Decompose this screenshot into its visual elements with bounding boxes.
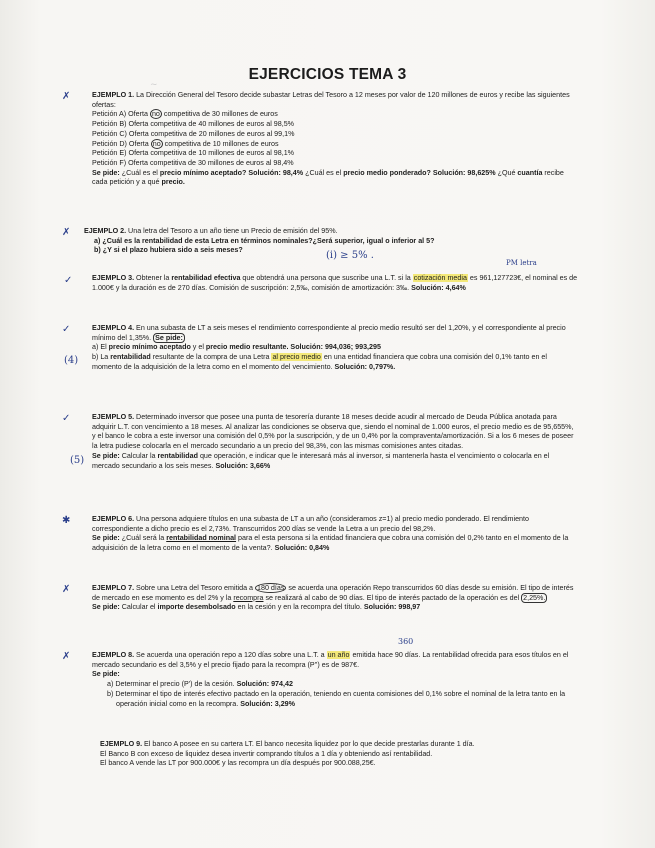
exercise-7-label: EJEMPLO 7. (92, 584, 135, 592)
check-mark-icon: ✓ (62, 324, 71, 335)
check-mark-icon: ✓ (62, 413, 71, 424)
exercise-4-solution: Solución: 0,797%. (334, 362, 396, 371)
exercise-6-text: Una persona adquiere títulos en una subasta de LT a un año (consideramos z=1) al precio medio ponderado. El rendimiento correspondiente a dicho precio es el 2,73%. Transcurridos 200 días se vende la Letra a un precio del 98,2%. (92, 515, 529, 533)
exercise-7: EJEMPLO 7. Sobre una Letra del Tesoro emitida a 180 días se acuerda una operación Repo transcurridos 60 días desde su emisión. El tipo de interés de mercado en ese momento es del 2% y la recompra se realizará al cabo de 90 días. El tipo de interés pactado de la operación es del 2,25%. Se pide: Calcular el importe desembolsado en la cesión y en la recompra del título. Solución: 998,97 (92, 584, 574, 612)
exercise-5-text: Determinado inversor que posee una punta de tesorería durante 18 meses decide acudir al mercado de Deuda Pública anotada para adquirir L.T. con vencimiento a 18 meses. Al analizar las condiciones se observa que, siendo el nominal de 1.000 euros, el precio medio es de 95,655%, y el banco le cobra a este inversor una comisión del 0,5% por la suscripción, y de un 0,4% por la compraventa/amortización. Si a los 6 meses de poseer la letra pudiese colocarla en el mercado secundario a un precio del 98,3%, con las mismas comisiones antes citadas. (92, 413, 574, 451)
exercise-2-label: EJEMPLO 2. (84, 227, 127, 235)
exercise-5: EJEMPLO 5. Determinado inversor que posee una punta de tesorería durante 18 meses decide acudir al mercado de Deuda Pública anotada para adquirir L.T. con vencimiento a 18 meses. Al analizar las condiciones se observa que, siendo el nominal de 1.000 euros, el precio medio es de 95,655%, y el banco le cobra a este inversor una comisión del 0,5% por la suscripción, y de un 0,4% por la compraventa/amortización. Si a los 6 meses de poseer la letra pudiese colocarla en el mercado secundario a un precio del 98,3%, con las mismas comisiones antes citadas. Se pide: Calcular la rentabilidad que operación, e indicar que le interesará más al inversor, si mantenerla hasta el vencimiento o colocarla en el mercado secundario a los seis meses. Solución: 3,66% (92, 413, 574, 470)
pencil-mark-icon: ✗ (62, 227, 71, 238)
handwritten-note-ex2: (i) ≥ 5% . (326, 250, 374, 261)
exercise-3-text: Obtener la (134, 274, 172, 282)
exercise-3-label: EJEMPLO 3. (92, 274, 135, 282)
highlighted-text: cotización media (413, 274, 467, 282)
exercise-5-solution: Solución: 3,66% (215, 461, 271, 470)
exercise-9-label: EJEMPLO 9. (100, 740, 143, 748)
exercise-4-text: En una subasta de LT a seis meses el rendimiento correspondiente al precio medio resultó ser del 1,20%, y el correspondiente al precio mínimo del 1,35%. (92, 324, 566, 342)
circled-text: 180 días (257, 584, 285, 592)
star-mark-icon: ✱ (62, 515, 71, 526)
petition-f: Petición F) Oferta competitiva de 30 millones de euros al 98,4% (92, 158, 294, 167)
exercise-6: EJEMPLO 6. Una persona adquiere títulos en una subasta de LT a un año (consideramos z=1) al precio medio ponderado. El rendimiento correspondiente a dicho precio es el 2,73%. Transcurridos 200 días se vende la Letra a un precio del 98,2%. Se pide: ¿Cuál será la rentabilidad nominal para el esta persona si la entidad financiera que cobra una comisión del 0,2% tanto en el momento de la adquisición de la letra como en el momento de la venta?. Solución: 0,84% (92, 515, 569, 553)
highlight-term: rentabilidad efectiva (171, 274, 241, 282)
petition-d-text-end: competitiva de 10 millones de euros (162, 139, 279, 148)
exercise-4-label: EJEMPLO 4. (92, 324, 135, 332)
handwritten-note-ex8: 360 (398, 637, 414, 646)
petition-a-text: Petición A) Oferta (92, 110, 150, 119)
boxed-text: 2,25%. (523, 593, 546, 602)
exercise-8-solution-a: Solución: 974,42 (236, 680, 293, 689)
handwritten-note-ex4: (4) (64, 355, 79, 366)
highlighted-text: un año (327, 651, 350, 659)
exercise-3 (92, 274, 578, 293)
handwritten-note-ex3: PM letra (506, 259, 537, 267)
exercise-5-label: EJEMPLO 5. (92, 413, 135, 421)
exercise-4-ask: Se pide: (155, 333, 183, 342)
exercise-6-solution: Solución: 0,84% (274, 544, 330, 553)
exercise-1-question: Se pide: ¿Cuál es el precio mínimo aceptado? Solución: 98,4% ¿Cuál es el precio medio ponderado? Solución: 98,625% ¿Qué cuantía recibe cada petición y a qué precio. (92, 168, 564, 187)
circled-no: no (151, 110, 160, 119)
exercise-8-solution-b: Solución: 3,29% (240, 699, 295, 708)
page-title: EJERCICIOS TEMA 3 (248, 66, 407, 83)
bleed-through-mark: ~ (150, 80, 158, 90)
petition-c: Petición C) Oferta competitiva de 20 millones de euros al 99,1% (92, 129, 295, 138)
highlighted-text: al precio medio (272, 353, 321, 362)
exercise-8: EJEMPLO 8. Se acuerda una operación repo a 120 días sobre una L.T. a un año emitida hace 90 días. La rentabilidad ofrecida para esos títulos en el mercado secundario es del 3,5% y el precio fijado para la recompra (P'') es de 987€. Se pide: a) Determinar el precio (P') de la cesión. Solución: 974,42 b) Determinar el tipo de interés efectivo pactado en la operación, teniendo en cuenta comisiones del 0,1% sobre el nominal de la letra tanto en la operación inicial como en la recompra. Solución: 3,29% (92, 651, 578, 709)
exercise-2-part-a: a) ¿Cuál es la rentabilidad de esta Letra en términos nominales?¿Será superior, igual o inferior al 5? (94, 236, 435, 245)
exercise-1-intro: La Dirección General del Tesoro decide subastar Letras del Tesoro a 12 meses por valor de 120 millones de euros y recibe las siguientes ofertas: (92, 91, 570, 109)
exercise-6-label: EJEMPLO 6. (92, 515, 135, 523)
exercise-2-part-b: b) ¿Y si el plazo hubiera sido a seis meses? (94, 246, 243, 255)
petition-a-text-end: competitiva de 30 millones de euros (161, 110, 278, 119)
petition-e: Petición E) Oferta competitiva de 10 millones de euros al 98,1% (92, 149, 295, 158)
exercise-8-ask: Se pide: (92, 670, 120, 679)
exercise-2-intro: Una letra del Tesoro a un año tiene un Precio de emisión del 95%. (126, 227, 338, 235)
petition-b: Petición B) Oferta competitiva de 40 millones de euros al 98,5% (92, 120, 295, 129)
exercise-8-label: EJEMPLO 8. (92, 651, 135, 659)
exercise-9: EJEMPLO 9. El banco A posee en su cartera LT. El banco necesita liquidez por lo que decide prestarlas durante 1 día. El Banco B con exceso de liquidez desea invertir comprando títulos a 1 día y obteniendo así rentabilidad. El banco A vende las LT por 900.000€ y las recompra un día después por 900.088,25€. (100, 740, 586, 769)
exercise-9-line-2: El Banco B con exceso de liquidez desea invertir comprando títulos a 1 día y obteniendo así rentabilidad. (100, 749, 433, 758)
cross-mark-icon: ✗ (62, 584, 71, 595)
exercise-7-solution: Solución: 998,97 (363, 603, 421, 612)
check-mark-icon: ✗ (62, 91, 71, 102)
circled-no: no (152, 139, 161, 148)
exercise-1-label: EJEMPLO 1. (92, 91, 135, 99)
exercise-3-text: que obtendrá una persona que suscribe una L.T. si la (240, 274, 413, 282)
cross-mark-icon: ✗ (62, 651, 71, 662)
petition-d-text: Petición D) Oferta (92, 139, 151, 148)
exercise-3-solution: Solución: 4,64% (411, 283, 466, 292)
check-mark-icon: ✓ (64, 275, 73, 286)
exercise-3-text: es 961,127723€, el nominal es de 1.000€ y la duración es de 270 días. Comisión de suscripción: 2,5‰, comisión de amortización: 3‰. (92, 274, 578, 292)
exercise-4: EJEMPLO 4. En una subasta de LT a seis meses el rendimiento correspondiente al precio medio resultó ser del 1,20%, y el correspondiente al precio mínimo del 1,35%. Se pide: a) El precio mínimo aceptado y el precio medio resultante. Solución: 994,036; 993,295 b) La rentabilidad resultante de la compra de una Letra al precio medio en una entidad financiera que cobra una comisión del 0,1% tanto en el momento de la adquisición de la letra como en el momento del vencimiento. Solución: 0,797%. (92, 324, 566, 371)
exercise-9-line-3: El banco A vende las LT por 900.000€ y las recompra un día después por 900.088,25€. (100, 759, 376, 768)
handwritten-note-ex5: (5) (70, 455, 85, 466)
exercise-1 (92, 91, 578, 188)
